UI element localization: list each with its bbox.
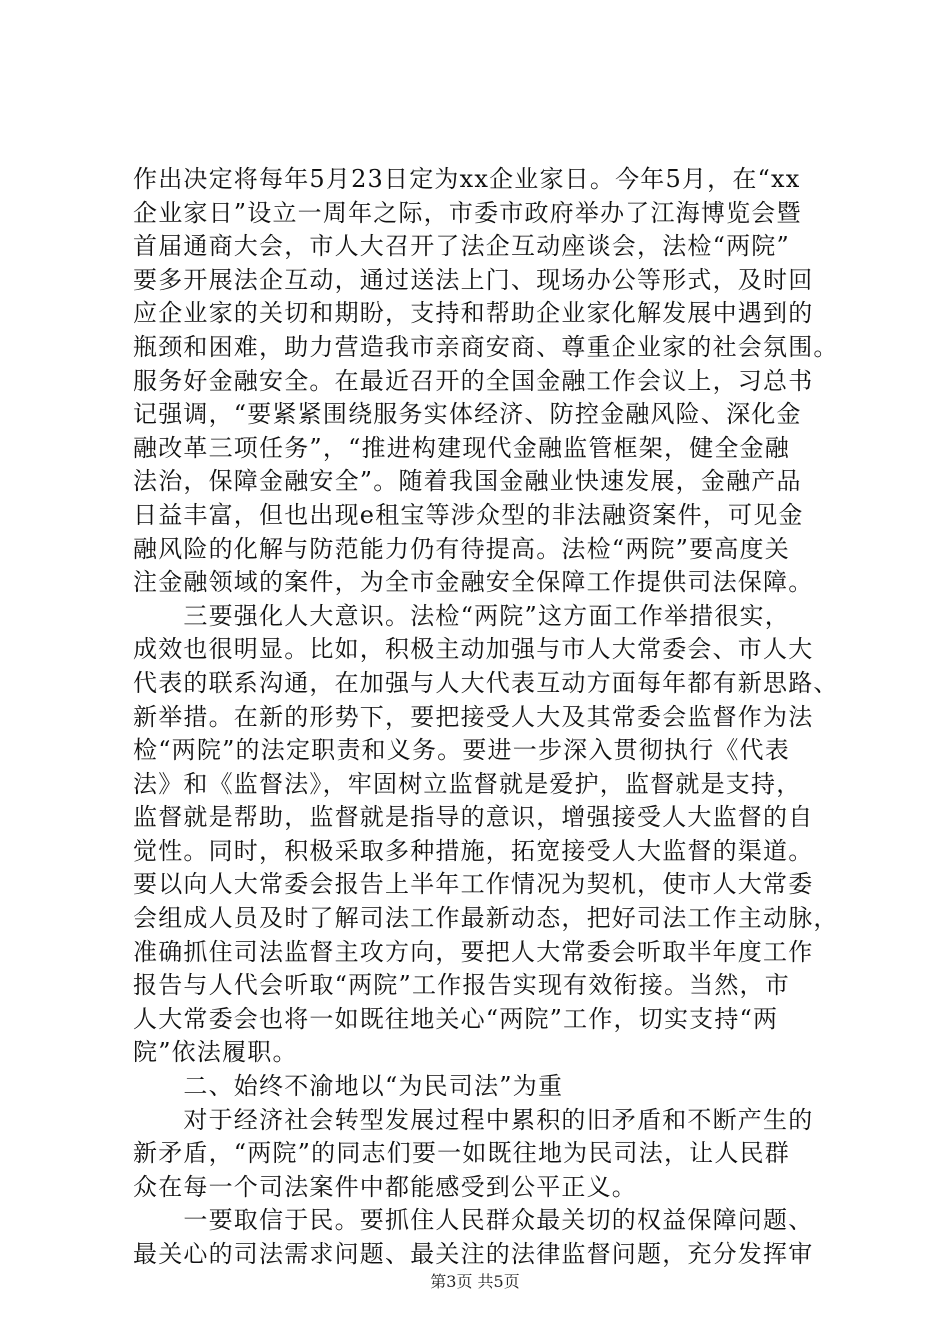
paragraph-line: 应企业家的关切和期盼，支持和帮助企业家化解发展中遇到的 — [133, 299, 814, 328]
paragraph-line: 对于经济社会转型发展过程中累积的旧矛盾和不断产生的 — [133, 1105, 814, 1134]
paragraph-line: 众在每一个司法案件中都能感受到公平正义。 — [133, 1172, 637, 1201]
paragraph-line: 融风险的化解与防范能力仍有待提高。法检“两院”要高度关 — [133, 534, 790, 563]
paragraph-line: 检“两院”的法定职责和义务。要进一步深入贯彻执行《代表 — [133, 736, 790, 765]
paragraph-line: 会组成人员及时了解司法工作最新动态，把好司法工作主动脉， — [133, 904, 839, 933]
paragraph-line: 瓶颈和困难，助力营造我市亲商安商、尊重企业家的社会氛围。 — [133, 332, 839, 361]
paragraph-line: 法治，保障金融安全”。随着我国金融业快速发展，金融产品 — [133, 467, 802, 496]
paragraph-line: 监督就是帮助，监督就是指导的意识，增强接受人大监督的自 — [133, 803, 814, 832]
paragraph-line: 首届通商大会，市人大召开了法企互动座谈会，法检“两院” — [133, 232, 790, 261]
paragraph-line: 报告与人代会听取“两院”工作报告实现有效衔接。当然，市 — [133, 971, 790, 1000]
paragraph-line: 法》和《监督法》，牢固树立监督就是爱护，监督就是支持， — [133, 769, 802, 798]
paragraph-line: 新举措。在新的形势下，要把接受人大及其常委会监督作为法 — [133, 702, 814, 731]
paragraph-line: 要多开展法企互动，通过送法上门、现场办公等形式，及时回 — [133, 265, 814, 294]
paragraph-line: 三要强化人大意识。法检“两院”这方面工作举措很实， — [133, 601, 790, 630]
paragraph-line: 觉性。同时，积极采取多种措施，拓宽接受人大监督的渠道。 — [133, 836, 814, 865]
paragraph-line: 准确抓住司法监督主攻方向，要把人大常委会听取半年度工作 — [133, 937, 814, 966]
paragraph-line: 新矛盾，“两院”的同志们要一如既往地为民司法，让人民群 — [133, 1139, 790, 1168]
paragraph-line: 最关心的司法需求问题、最关注的法律监督问题，充分发挥审 — [133, 1240, 814, 1268]
paragraph-line: 企业家日”设立一周年之际，市委市政府举办了江海博览会暨 — [133, 198, 802, 227]
paragraph-line: 作出决定将每年5月23日定为xx企业家日。今年5月，在“xx — [133, 165, 801, 193]
section-heading: 二、始终不渝地以“为民司法”为重 — [133, 1072, 564, 1101]
page-number-footer: 第3页 共5页 — [430, 1272, 520, 1291]
paragraph-line: 成效也很明显。比如，积极主动加强与市人大常委会、市人大 — [133, 635, 814, 664]
paragraph-line: 记强调，“要紧紧围绕服务实体经济、防控金融风险、深化金 — [133, 400, 802, 429]
paragraph-line: 一要取信于民。要抓住人民群众最关切的权益保障问题、 — [133, 1206, 814, 1235]
paragraph-line: 日益丰富，但也出现e租宝等涉众型的非法融资案件，可见金 — [133, 500, 804, 529]
paragraph-line: 代表的联系沟通，在加强与人大代表互动方面每年都有新思路、 — [133, 668, 839, 697]
document-body — [133, 163, 839, 1272]
paragraph-line: 院”依法履职。 — [133, 1038, 298, 1067]
paragraph-line: 融改革三项任务”，“推进构建现代金融监管框架，健全金融 — [133, 433, 790, 462]
paragraph-line: 要以向人大常委会报告上半年工作情况为契机，使市人大常委 — [133, 870, 814, 899]
paragraph-line: 注金融领域的案件，为全市金融安全保障工作提供司法保障。 — [133, 568, 814, 597]
paragraph-line: 人大常委会也将一如既往地关心“两院”工作，切实支持“两 — [133, 1004, 779, 1033]
paragraph-line: 服务好金融安全。在最近召开的全国金融工作会议上，习总书 — [133, 366, 814, 395]
